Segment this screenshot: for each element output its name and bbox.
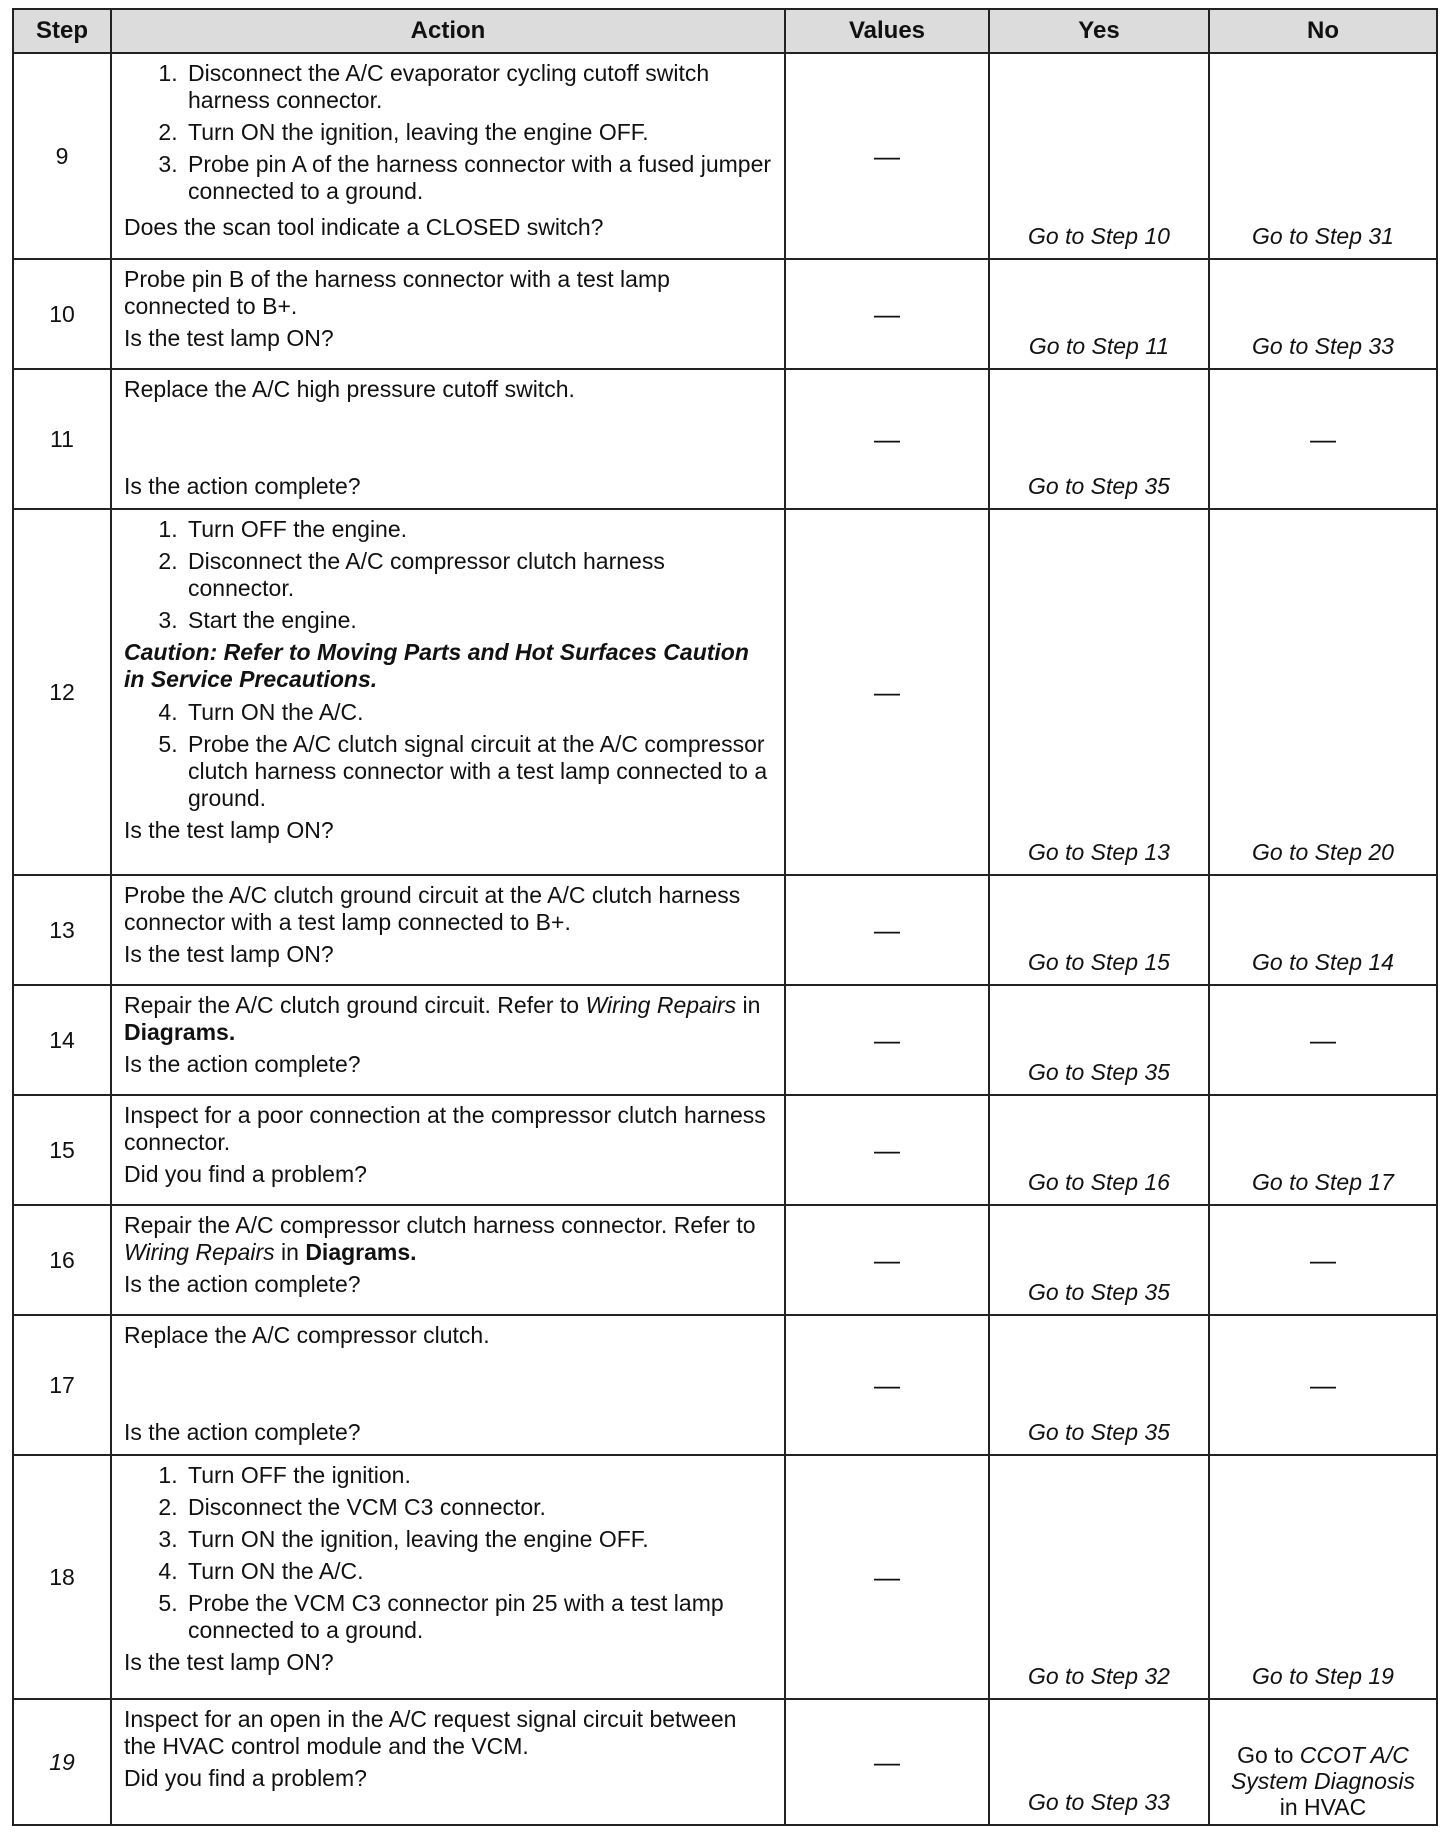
no-cell-section: in HVAC (1279, 1794, 1367, 1820)
action-text: Probe pin B of the harness connector with a test lamp connected to B+. (124, 266, 670, 319)
action-question: Does the scan tool indicate a CLOSED switch? (124, 214, 604, 240)
action-cell (111, 1455, 785, 1699)
action-list-item: 2. Disconnect the A/C compressor clutch harness connector. (184, 548, 774, 602)
yes-cell: Go to Step 32 (989, 1455, 1209, 1699)
action-cell (111, 369, 785, 509)
action-cell (111, 985, 785, 1095)
action-list-item: 2. Turn ON the ignition, leaving the engine OFF. (184, 119, 774, 146)
action-cell (111, 1095, 785, 1205)
header-values: Values (785, 9, 989, 53)
diagrams-reference: Diagrams. (124, 1019, 236, 1045)
action-list-item: 4. Turn ON the A/C. (184, 699, 774, 726)
action-list-item: 4. Turn ON the A/C. (184, 1558, 774, 1585)
header-yes: Yes (989, 9, 1209, 53)
action-cell (111, 259, 785, 369)
header-row (13, 9, 1437, 53)
action-text-part: Repair the A/C compressor clutch harness connector. Refer to (124, 1212, 756, 1238)
action-question: Is the test lamp ON? (124, 817, 334, 843)
no-cell: — (1209, 1205, 1437, 1315)
action-question: Is the action complete? (124, 1271, 361, 1297)
step-number: 16 (13, 1205, 111, 1315)
values-cell: — (785, 369, 989, 509)
yes-cell: Go to Step 11 (989, 259, 1209, 369)
step-number: 15 (13, 1095, 111, 1205)
table-row (13, 259, 1437, 369)
action-cell (111, 1315, 785, 1455)
action-text (124, 992, 774, 1046)
action-list-item: 1. Turn OFF the ignition. (184, 1462, 774, 1489)
action-list-item: 5. Probe the A/C clutch signal circuit at the A/C compressor clutch harness connector with a test lamp connected to a ground. (184, 731, 774, 812)
action-text-part: in (274, 1239, 306, 1265)
step-number: 9 (13, 53, 111, 259)
no-cell: Go to Step 17 (1209, 1095, 1437, 1205)
values-cell: — (785, 1455, 989, 1699)
header-step: Step (13, 9, 111, 53)
values-cell: — (785, 53, 989, 259)
no-cell: Go to Step 19 (1209, 1455, 1437, 1699)
yes-cell: Go to Step 35 (989, 1205, 1209, 1315)
step-number: 14 (13, 985, 111, 1095)
action-list-item: 1. Turn OFF the engine. (184, 516, 774, 543)
values-cell: — (785, 1315, 989, 1455)
header-action: Action (111, 9, 785, 53)
action-question: Did you find a problem? (124, 1161, 367, 1187)
caution-link: Service Precautions (150, 666, 371, 692)
yes-cell: Go to Step 35 (989, 1315, 1209, 1455)
no-cell: — (1209, 369, 1437, 509)
action-cell (111, 875, 785, 985)
action-question: Is the test lamp ON? (124, 325, 334, 351)
step-number: 12 (13, 509, 111, 875)
values-cell: — (785, 1699, 989, 1825)
values-cell: — (785, 509, 989, 875)
yes-cell: Go to Step 10 (989, 53, 1209, 259)
table-row (13, 1699, 1437, 1825)
action-question: Is the test lamp ON? (124, 1649, 334, 1675)
action-list-item: 5. Probe the VCM C3 connector pin 25 with a test lamp connected to a ground. (184, 1590, 774, 1644)
action-cell (111, 509, 785, 875)
yes-cell: Go to Step 16 (989, 1095, 1209, 1205)
header-no: No (1209, 9, 1437, 53)
caution-note (124, 639, 774, 693)
action-text: Probe the A/C clutch ground circuit at the A/C clutch harness connector with a test lamp connected to B+. (124, 882, 741, 935)
diagnostic-table-page (12, 8, 1436, 1826)
step-number: 18 (13, 1455, 111, 1699)
values-cell: — (785, 259, 989, 369)
yes-cell: Go to Step 15 (989, 875, 1209, 985)
no-cell: Go to Step 14 (1209, 875, 1437, 985)
table-row (13, 509, 1437, 875)
no-cell: — (1209, 1315, 1437, 1455)
action-text: Inspect for a poor connection at the compressor clutch harness connector. (124, 1102, 766, 1155)
diagnostic-table (12, 8, 1438, 1826)
no-cell: Go to Step 20 (1209, 509, 1437, 875)
yes-cell: Go to Step 33 (989, 1699, 1209, 1825)
action-question: Is the action complete? (124, 473, 361, 499)
values-cell: — (785, 1205, 989, 1315)
table-row (13, 1205, 1437, 1315)
action-list-item: 1. Disconnect the A/C evaporator cycling cutoff switch harness connector. (184, 60, 774, 114)
no-cell: Go to Step 33 (1209, 259, 1437, 369)
step-number: 11 (13, 369, 111, 509)
action-question: Is the test lamp ON? (124, 941, 334, 967)
action-text: Inspect for an open in the A/C request signal circuit between the HVAC control module and the VCM. (124, 1706, 737, 1759)
yes-cell: Go to Step 35 (989, 369, 1209, 509)
action-question: Is the action complete? (124, 1419, 361, 1445)
action-list-item: 3. Probe pin A of the harness connector with a fused jumper connected to a ground. (184, 151, 774, 205)
action-text (124, 1212, 774, 1266)
values-cell: — (785, 875, 989, 985)
table-row (13, 985, 1437, 1095)
action-text: Replace the A/C high pressure cutoff switch. (124, 376, 575, 402)
action-list-item: 3. Turn ON the ignition, leaving the engine OFF. (184, 1526, 774, 1553)
diagrams-reference: Diagrams. (305, 1239, 417, 1265)
no-cell: Go to Step 31 (1209, 53, 1437, 259)
table-row (13, 875, 1437, 985)
table-row (13, 369, 1437, 509)
action-list-item: 2. Disconnect the VCM C3 connector. (184, 1494, 774, 1521)
wiring-repairs-reference: Wiring Repairs (585, 992, 737, 1018)
ccot-diagnosis-reference: CCOT A/C System Diagnosis (1230, 1742, 1416, 1794)
action-text-part: Repair the A/C clutch ground circuit. Refer to (124, 992, 586, 1018)
action-cell (111, 53, 785, 259)
action-cell (111, 1205, 785, 1315)
table-row (13, 53, 1437, 259)
caution-text: Caution: Refer to Moving Parts and Hot Surfaces Caution in (124, 639, 749, 692)
table-row (13, 1095, 1437, 1205)
table-row (13, 1455, 1437, 1699)
caution-end: . (370, 666, 378, 692)
no-cell-text: Go to (1237, 1742, 1300, 1768)
step-number: 13 (13, 875, 111, 985)
values-cell: — (785, 985, 989, 1095)
action-text: Replace the A/C compressor clutch. (124, 1322, 490, 1348)
step-number: 10 (13, 259, 111, 369)
step-number: 19 (13, 1699, 111, 1825)
no-cell: — (1209, 985, 1437, 1095)
step-number: 17 (13, 1315, 111, 1455)
no-cell (1209, 1699, 1437, 1825)
yes-cell: Go to Step 13 (989, 509, 1209, 875)
action-list-item: 3. Start the engine. (184, 607, 774, 634)
yes-cell: Go to Step 35 (989, 985, 1209, 1095)
action-cell (111, 1699, 785, 1825)
action-text-part: in (736, 992, 761, 1018)
values-cell: — (785, 1095, 989, 1205)
table-row (13, 1315, 1437, 1455)
action-question: Did you find a problem? (124, 1765, 367, 1791)
action-question: Is the action complete? (124, 1051, 361, 1077)
wiring-repairs-reference: Wiring Repairs (124, 1239, 275, 1265)
